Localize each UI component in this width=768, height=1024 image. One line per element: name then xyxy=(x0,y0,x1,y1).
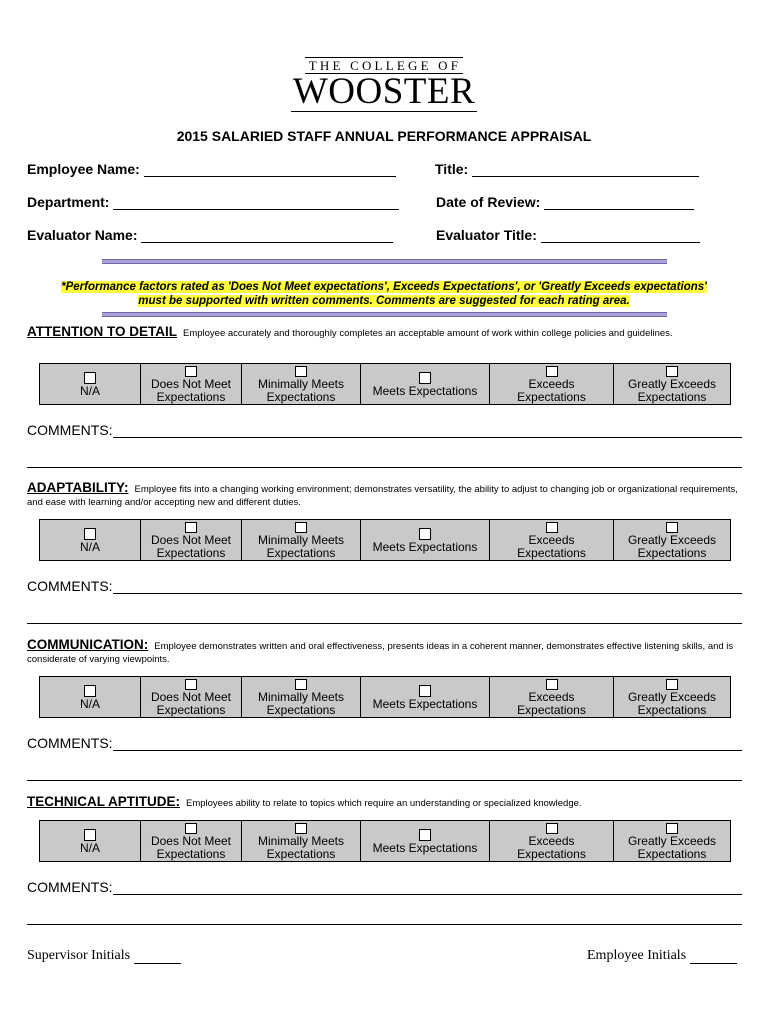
rating-exceeds[interactable] xyxy=(490,364,614,404)
checkbox[interactable] xyxy=(546,679,558,690)
rating-greatly-exceeds[interactable] xyxy=(614,821,730,861)
employee-name-field[interactable] xyxy=(27,161,396,177)
rating-label: Does Not Meet xyxy=(150,690,232,704)
rating-label: Exceeds xyxy=(528,690,575,704)
rating-label: Expectations xyxy=(517,703,586,717)
rating-row-communication xyxy=(39,676,731,718)
logo-top-text: THE COLLEGE OF xyxy=(305,57,463,74)
rating-na[interactable] xyxy=(40,677,141,717)
rating-greatly-exceeds[interactable] xyxy=(614,677,730,717)
checkbox[interactable] xyxy=(295,823,307,834)
rating-label: Meets Expectations xyxy=(372,540,478,554)
rating-label: Minimally Meets xyxy=(257,377,344,391)
checkbox[interactable] xyxy=(185,679,197,690)
rating-exceeds[interactable] xyxy=(490,821,614,861)
evaluator-title-line[interactable] xyxy=(541,229,700,243)
rating-na[interactable] xyxy=(40,364,141,404)
supervisor-initials-field[interactable] xyxy=(27,948,181,964)
logo-main-text: WOOSTER xyxy=(292,71,476,112)
comments-field[interactable] xyxy=(27,578,742,594)
rating-label: Exceeds xyxy=(528,834,575,848)
employee-name-label: Employee Name: xyxy=(27,161,140,177)
rating-label: Meets Expectations xyxy=(372,384,478,398)
title-line[interactable] xyxy=(472,163,699,177)
employee-name-line[interactable] xyxy=(144,163,396,177)
rating-label: Does Not Meet xyxy=(150,377,232,391)
rating-meets[interactable] xyxy=(361,520,490,560)
rating-label: Expectations xyxy=(637,847,707,861)
rating-minimally-meets[interactable] xyxy=(242,821,361,861)
supervisor-initials-label: Supervisor Initials xyxy=(27,948,131,963)
checkbox[interactable] xyxy=(666,522,678,533)
rating-label: Greatly Exceeds xyxy=(627,690,717,704)
rating-row-attention xyxy=(39,363,731,405)
section-heading: ATTENTION TO DETAIL xyxy=(27,324,177,339)
rating-label: Greatly Exceeds xyxy=(627,377,717,391)
evaluator-title-field[interactable] xyxy=(436,227,700,243)
checkbox[interactable] xyxy=(84,685,96,697)
rating-label: Expectations xyxy=(266,847,336,861)
comments-line[interactable] xyxy=(113,580,742,594)
rating-na[interactable] xyxy=(40,520,141,560)
evaluator-name-label: Evaluator Name: xyxy=(27,227,138,243)
checkbox[interactable] xyxy=(185,522,197,533)
checkbox[interactable] xyxy=(546,366,558,377)
comments-field[interactable] xyxy=(27,735,742,751)
checkbox[interactable] xyxy=(666,679,678,690)
rating-does-not-meet[interactable] xyxy=(141,364,242,404)
rating-label: Expectations xyxy=(266,703,336,717)
rating-greatly-exceeds[interactable] xyxy=(614,520,730,560)
rating-meets[interactable] xyxy=(361,821,490,861)
comments-label: COMMENTS: xyxy=(27,735,113,751)
checkbox[interactable] xyxy=(185,823,197,834)
instruction-note xyxy=(28,280,740,308)
checkbox[interactable] xyxy=(666,823,678,834)
rating-label: N/A xyxy=(79,540,100,554)
rating-label: Exceeds xyxy=(528,377,575,391)
checkbox[interactable] xyxy=(419,829,431,841)
rating-label: Expectations xyxy=(637,390,707,404)
employee-initials-field[interactable] xyxy=(587,948,737,964)
divider-bar-bottom xyxy=(102,312,667,317)
evaluator-name-line[interactable] xyxy=(141,229,393,243)
rating-meets[interactable] xyxy=(361,677,490,717)
rating-label: Expectations xyxy=(517,390,586,404)
rating-does-not-meet[interactable] xyxy=(141,821,242,861)
rating-label: Expectations xyxy=(156,703,226,717)
rating-label: Does Not Meet xyxy=(150,834,232,848)
rating-label: Does Not Meet xyxy=(150,533,232,547)
evaluator-name-field[interactable] xyxy=(27,227,393,243)
rating-minimally-meets[interactable] xyxy=(242,677,361,717)
comments-line[interactable] xyxy=(113,881,742,895)
section-description: Employee fits into a changing working environment; demonstrates versatility, the ability to adjust to changing job or organizational requirements, and ease with learning and/or accepting new and different duties. xyxy=(27,484,738,508)
rating-label: Expectations xyxy=(156,847,226,861)
rating-label: N/A xyxy=(79,697,100,711)
rating-row-technical xyxy=(39,820,731,862)
comments-line-2[interactable] xyxy=(27,467,742,468)
comments-label: COMMENTS: xyxy=(27,879,113,895)
checkbox[interactable] xyxy=(84,829,96,841)
rating-label: Minimally Meets xyxy=(257,533,344,547)
comments-field[interactable] xyxy=(27,422,742,438)
section-communication xyxy=(27,638,742,666)
checkbox[interactable] xyxy=(419,372,431,384)
rating-label: Greatly Exceeds xyxy=(627,533,717,547)
section-adaptability xyxy=(27,481,742,509)
comments-line-2[interactable] xyxy=(27,924,742,925)
rating-label: Expectations xyxy=(266,546,336,560)
department-line[interactable] xyxy=(113,196,399,210)
checkbox[interactable] xyxy=(295,522,307,533)
comments-line-2[interactable] xyxy=(27,623,742,624)
checkbox[interactable] xyxy=(295,679,307,690)
comments-line-2[interactable] xyxy=(27,780,742,781)
rating-label: Expectations xyxy=(517,847,586,861)
rating-label: Expectations xyxy=(156,390,226,404)
employee-initials-label: Employee Initials xyxy=(587,948,687,963)
rating-does-not-meet[interactable] xyxy=(141,520,242,560)
rating-label: Greatly Exceeds xyxy=(627,834,717,848)
comments-line[interactable] xyxy=(113,424,742,438)
checkbox[interactable] xyxy=(546,823,558,834)
comments-label: COMMENTS: xyxy=(27,578,113,594)
section-description: Employee demonstrates written and oral effectiveness, presents ideas in a coherent manner, demonstrates effective listening skills, and is considerate of varying viewpoints. xyxy=(27,641,734,665)
rating-label: Meets Expectations xyxy=(372,841,478,855)
supervisor-initials-line[interactable] xyxy=(134,950,181,964)
rating-exceeds[interactable] xyxy=(490,520,614,560)
rating-meets[interactable] xyxy=(361,364,490,404)
rating-label: Minimally Meets xyxy=(257,834,344,848)
rating-does-not-meet[interactable] xyxy=(141,677,242,717)
department-label: Department: xyxy=(27,194,110,210)
rating-label: Minimally Meets xyxy=(257,690,344,704)
form-title: 2015 SALARIED STAFF ANNUAL PERFORMANCE APPRAISAL xyxy=(176,128,592,144)
rating-label: Meets Expectations xyxy=(372,697,478,711)
comments-line[interactable] xyxy=(113,737,742,751)
checkbox[interactable] xyxy=(295,366,307,377)
title-label: Title: xyxy=(435,161,469,177)
section-technical-aptitude xyxy=(27,795,742,810)
note-line-1: *Performance factors rated as 'Does Not Meet expectations', Exceeds Expectations', or 'Greatly Exceeds expectations' xyxy=(61,281,707,293)
rating-minimally-meets[interactable] xyxy=(242,520,361,560)
rating-greatly-exceeds[interactable] xyxy=(614,364,730,404)
checkbox[interactable] xyxy=(84,372,96,384)
rating-label: Exceeds xyxy=(528,533,575,547)
rating-label: N/A xyxy=(79,384,100,398)
rating-label: Expectations xyxy=(156,546,226,560)
date-of-review-line[interactable] xyxy=(544,196,694,210)
section-heading: TECHNICAL APTITUDE: xyxy=(27,794,180,809)
title-field[interactable] xyxy=(435,161,699,177)
rating-exceeds[interactable] xyxy=(490,677,614,717)
section-description: Employee accurately and thoroughly completes an acceptable amount of work within college policies and guidelines. xyxy=(183,328,673,339)
checkbox[interactable] xyxy=(185,366,197,377)
employee-initials-line[interactable] xyxy=(690,950,737,964)
rating-label: Expectations xyxy=(637,546,707,560)
rating-label: Expectations xyxy=(266,390,336,404)
section-heading: COMMUNICATION: xyxy=(27,637,149,652)
checkbox[interactable] xyxy=(419,528,431,540)
date-of-review-label: Date of Review: xyxy=(436,194,541,210)
rating-minimally-meets[interactable] xyxy=(242,364,361,404)
section-description: Employees ability to relate to topics which require an understanding or specialized knowledge. xyxy=(186,798,582,809)
rating-label: Expectations xyxy=(637,703,707,717)
section-attention-to-detail xyxy=(27,325,742,340)
rating-label: N/A xyxy=(79,841,100,855)
college-logo xyxy=(0,57,768,112)
checkbox[interactable] xyxy=(84,528,96,540)
comments-label: COMMENTS: xyxy=(27,422,113,438)
divider-bar-top xyxy=(102,259,667,264)
rating-row-adaptability xyxy=(39,519,731,561)
comments-field[interactable] xyxy=(27,879,742,895)
rating-label: Expectations xyxy=(517,546,586,560)
section-heading: ADAPTABILITY: xyxy=(27,480,129,495)
evaluator-title-label: Evaluator Title: xyxy=(436,227,537,243)
note-line-2: must be supported with written comments. Comments are suggested for each rating area. xyxy=(138,295,630,307)
rating-na[interactable] xyxy=(40,821,141,861)
checkbox[interactable] xyxy=(546,522,558,533)
department-field[interactable] xyxy=(27,194,399,210)
date-of-review-field[interactable] xyxy=(436,194,694,210)
checkbox[interactable] xyxy=(419,685,431,697)
checkbox[interactable] xyxy=(666,366,678,377)
